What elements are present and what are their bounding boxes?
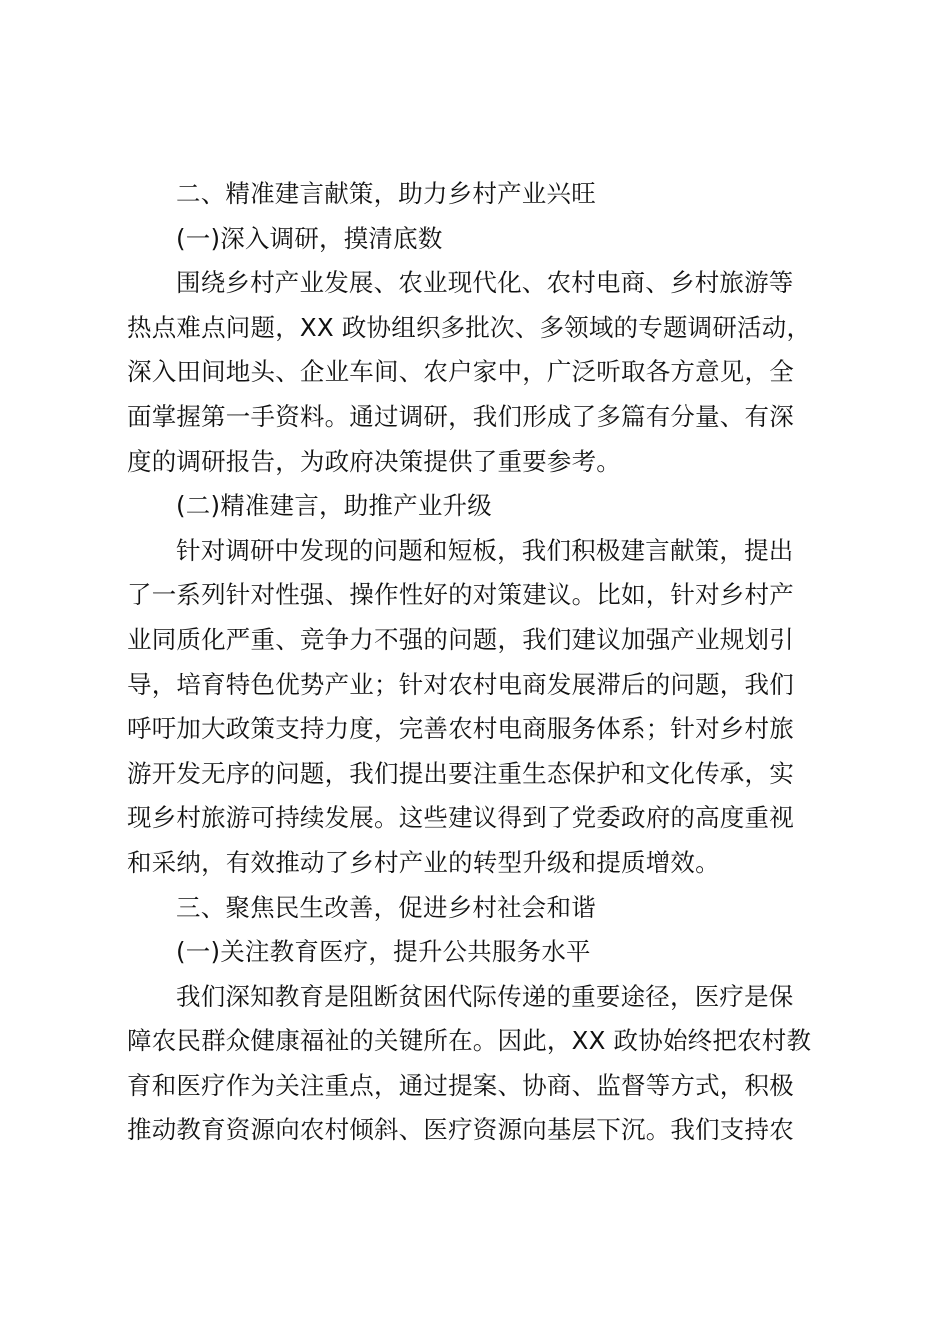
text-line: 深入田间地头、企业车间、农户家中，广泛听取各方意见，全 — [127, 357, 794, 387]
document-body — [127, 172, 827, 1153]
text-line: 了一系列针对性强、操作性好的对策建议。比如，针对乡村产 — [127, 580, 794, 610]
text-line: 呼吁加大政策支持力度，完善农村电商服务体系；针对乡村旅 — [127, 714, 794, 744]
text-line: (一)关注教育医疗，提升公共服务水平 — [176, 937, 591, 967]
text-line: 度的调研报告，为政府决策提供了重要参考。 — [127, 446, 621, 476]
section-heading: 二、精准建言献策，助力乡村产业兴旺 — [176, 179, 596, 208]
text-line: 热点难点问题，XX 政协组织多批次、多领域的专题调研活动， — [127, 312, 812, 342]
text-line: 障农民群众健康福祉的关键所在。因此，XX 政协始终把农村教 — [127, 1026, 812, 1056]
text-line: 业同质化严重、竞争力不强的问题，我们建议加强产业规划引 — [127, 624, 794, 654]
text-line: 推动教育资源向农村倾斜、医疗资源向基层下沉。我们支持农 — [127, 1115, 794, 1145]
text-line: 和采纳，有效推动了乡村产业的转型升级和提质增效。 — [127, 847, 720, 877]
text-line: 导，培育特色优势产业；针对农村电商发展滞后的问题，我们 — [127, 669, 794, 699]
text-line: 面掌握第一手资料。通过调研，我们形成了多篇有分量、有深 — [127, 401, 794, 431]
text-line: 现乡村旅游可持续发展。这些建议得到了党委政府的高度重视 — [127, 803, 794, 833]
text-line: (二)精准建言，助推产业升级 — [176, 491, 492, 521]
section-heading: 三、聚焦民生改善，促进乡村社会和谐 — [176, 892, 596, 922]
text-line: 针对调研中发现的问题和短板，我们积极建言献策，提出 — [176, 535, 794, 565]
text-line: 游开发无序的问题，我们提出要注重生态保护和文化传承，实 — [127, 758, 794, 788]
text-line: 育和医疗作为关注重点，通过提案、协商、监督等方式，积极 — [127, 1070, 794, 1100]
text-line: (一)深入调研，摸清底数 — [176, 223, 443, 253]
text-line: 我们深知教育是阻断贫困代际传递的重要途径，医疗是保 — [176, 981, 794, 1011]
text-line: 围绕乡村产业发展、农业现代化、农村电商、乡村旅游等 — [176, 268, 794, 298]
